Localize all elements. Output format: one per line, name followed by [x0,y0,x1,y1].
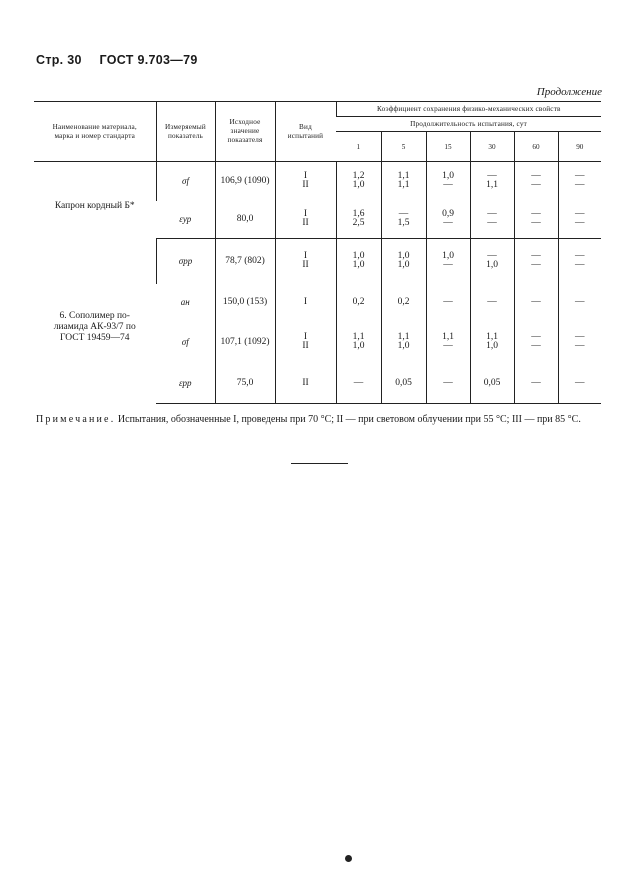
coefficient-cell [558,284,601,321]
coefficient-value: 0,05 [483,377,501,388]
coefficient-value: — [487,171,497,182]
coefficient-value: — [575,341,585,351]
coefficient-cell [336,284,381,321]
test-type-column-header: Вид испытаний [275,102,336,162]
test-type-value: II [302,341,309,351]
coefficient-value: — [531,341,541,351]
standard-code: ГОСТ 9.703—79 [99,53,198,67]
coefficient-cell [381,239,426,284]
coefficient-value: — [531,377,541,388]
coefficient-cell [470,284,514,321]
coefficient-value: — [531,218,541,229]
coefficient-value: — [575,218,585,229]
coefficient-value: — [487,218,497,229]
coefficient-value: — [353,377,364,388]
coefficient-cell [470,321,514,364]
coefficient-cell [514,162,558,201]
test-type-value: II [302,377,309,388]
coefficient-cell [426,284,470,321]
initial-value-cell: 75,0 [215,364,275,404]
continuation-label: Продолжение [536,86,602,98]
test-type-value: II [302,180,309,191]
page-mark [345,855,352,862]
coefficient-value: 1,5 [397,218,410,229]
end-rule [291,463,348,464]
coefficient-value: — [443,180,453,191]
test-type-cell [275,364,336,404]
test-type-value: I [303,251,308,262]
coefficient-value: — [575,209,585,220]
properties-table [34,101,601,404]
initial-value-cell: 107,1 (1092) [215,321,275,364]
initial-value-cell: 80,0 [215,201,275,239]
coefficient-value: 1,1 [442,332,454,342]
note-label: Примечание. [36,414,116,425]
material-cell [34,162,156,239]
coefficient-cell [470,162,514,201]
coefficient-cell [514,284,558,321]
table-row [34,239,601,284]
coefficient-cell [381,201,426,239]
day-header: 15 [426,132,470,162]
coefficient-cell [426,321,470,364]
coefficient-value: — [575,171,585,182]
coefficient-cell [426,239,470,284]
day-header: 5 [381,132,426,162]
coefficient-cell [426,364,470,404]
coefficient-cell [558,364,601,404]
coefficient-value: 1,0 [352,341,365,351]
coefficient-value: — [443,218,453,229]
test-type-cell [275,239,336,284]
material-name-line: Капрон кордный Б* [54,200,135,211]
coefficient-value: 1,0 [397,260,410,271]
property-cell: σf [181,337,189,347]
property-cell: εур [156,201,215,239]
coefficient-value: 1,0 [397,251,410,262]
test-type-cell [275,321,336,364]
coefficient-cell [558,321,601,364]
test-type-value: I [303,332,308,342]
coefficient-cell [336,239,381,284]
coefficient-cell [381,321,426,364]
coefficient-cell [470,201,514,239]
coefficient-value: — [531,251,541,262]
property-column-header: Измеряемый показатель [156,102,215,162]
coefficient-value: — [487,209,497,220]
coefficient-value: 1,1 [486,332,498,342]
property-cell: εрр [156,364,215,404]
table-row [34,162,601,201]
coefficient-cell [558,239,601,284]
coefficient-value: 1,1 [397,332,410,342]
coefficient-value: 1,0 [442,251,454,262]
coefficient-value: 0,2 [352,296,365,307]
coefficient-value: 0,05 [395,377,412,388]
coefficient-value: — [443,377,453,388]
coefficient-value: — [443,341,453,351]
page-number: Стр. 30 [36,53,82,67]
coefficient-cell [514,201,558,239]
test-type-cell [275,162,336,201]
coefficient-value: 1,0 [486,260,498,271]
test-type-value: II [302,260,309,271]
coefficient-cell [336,162,381,201]
coefficient-value: — [575,332,585,342]
coefficient-value: — [487,296,497,307]
material-name-line: ГОСТ 19459—74 [60,332,130,343]
property-cell: σрр [156,239,215,284]
duration-header: Продолжительность испытания, сут [336,117,601,132]
coefficient-value: — [531,260,541,271]
test-type-cell [275,201,336,239]
coefficient-cell [470,239,514,284]
coefficient-cell [381,284,426,321]
coefficient-cell [426,162,470,201]
coefficient-cell [336,201,381,239]
coefficient-value: 1,0 [486,341,498,351]
coefficient-value: — [443,296,453,307]
coefficient-value: 1,1 [352,332,365,342]
material-cell [34,239,156,404]
coefficient-cell [470,364,514,404]
coefficient-value: — [398,209,409,220]
material-name-line: лиамида АК-93/7 по [53,321,136,332]
test-type-value: II [302,218,309,229]
coefficient-value: — [531,209,541,220]
coefficient-cell [558,201,601,239]
initial-value-cell: 150,0 (153) [215,284,275,321]
coefficient-value: — [531,296,541,307]
coefficient-value: — [443,260,453,271]
day-header: 1 [336,132,381,162]
coefficient-value: — [575,296,585,307]
coefficient-value: — [531,171,541,182]
coefficient-value: 1,0 [397,341,410,351]
table-note [36,412,602,427]
test-type-value: I [303,171,308,182]
coefficient-value: — [487,251,497,262]
coefficient-value: 1,1 [486,180,498,191]
coefficient-value: — [575,180,585,191]
coefficient-value: 0,2 [397,296,410,307]
day-header: 90 [558,132,601,162]
coefficient-value: — [575,260,585,271]
coefficient-cell [514,364,558,404]
coefficient-value: 1,2 [352,171,365,182]
initial-value-cell: 106,9 (1090) [215,162,275,201]
coefficient-value: 1,6 [352,209,365,220]
coefficient-value: — [575,251,585,262]
day-header: 30 [470,132,514,162]
coefficient-cell [514,239,558,284]
test-type-value: I [303,209,308,220]
coefficient-value: 1,0 [442,171,454,182]
coefficient-value: 1,0 [352,260,365,271]
coefficient-value: 1,0 [352,180,365,191]
coefficient-header: Коэффициент сохранения физико-механических свойств [336,102,601,117]
material-name-line: 6. Сополимер по- [59,310,130,321]
coefficient-value: 0,9 [442,209,454,220]
coefficient-cell [426,201,470,239]
coefficient-value: 1,1 [397,171,410,182]
initial-value-column-header: Исходное значение показателя [215,102,275,162]
test-type-cell [275,284,336,321]
coefficient-value: 1,0 [352,251,365,262]
coefficient-cell [336,364,381,404]
coefficient-value: — [575,377,585,388]
coefficient-value: — [531,180,541,191]
coefficient-value: — [531,332,541,342]
property-cell: aн [180,297,190,307]
test-type-value: I [303,296,308,307]
property-cell: σf [156,162,215,201]
coefficient-value: 1,1 [397,180,410,191]
coefficient-cell [514,321,558,364]
material-column-header: Наименование материала, марка и номер стандарта [34,102,156,162]
coefficient-cell [381,162,426,201]
page-header [36,53,198,67]
coefficient-cell [336,321,381,364]
note-text: Испытания, обозначенные I, проведены при 70 °С; II — при световом облучении при 55 °С; III — при 85 °С. [117,414,581,425]
coefficient-cell [381,364,426,404]
coefficient-value: 2,5 [352,218,365,229]
coefficient-cell [558,162,601,201]
day-header: 60 [514,132,558,162]
initial-value-cell: 78,7 (802) [215,239,275,284]
